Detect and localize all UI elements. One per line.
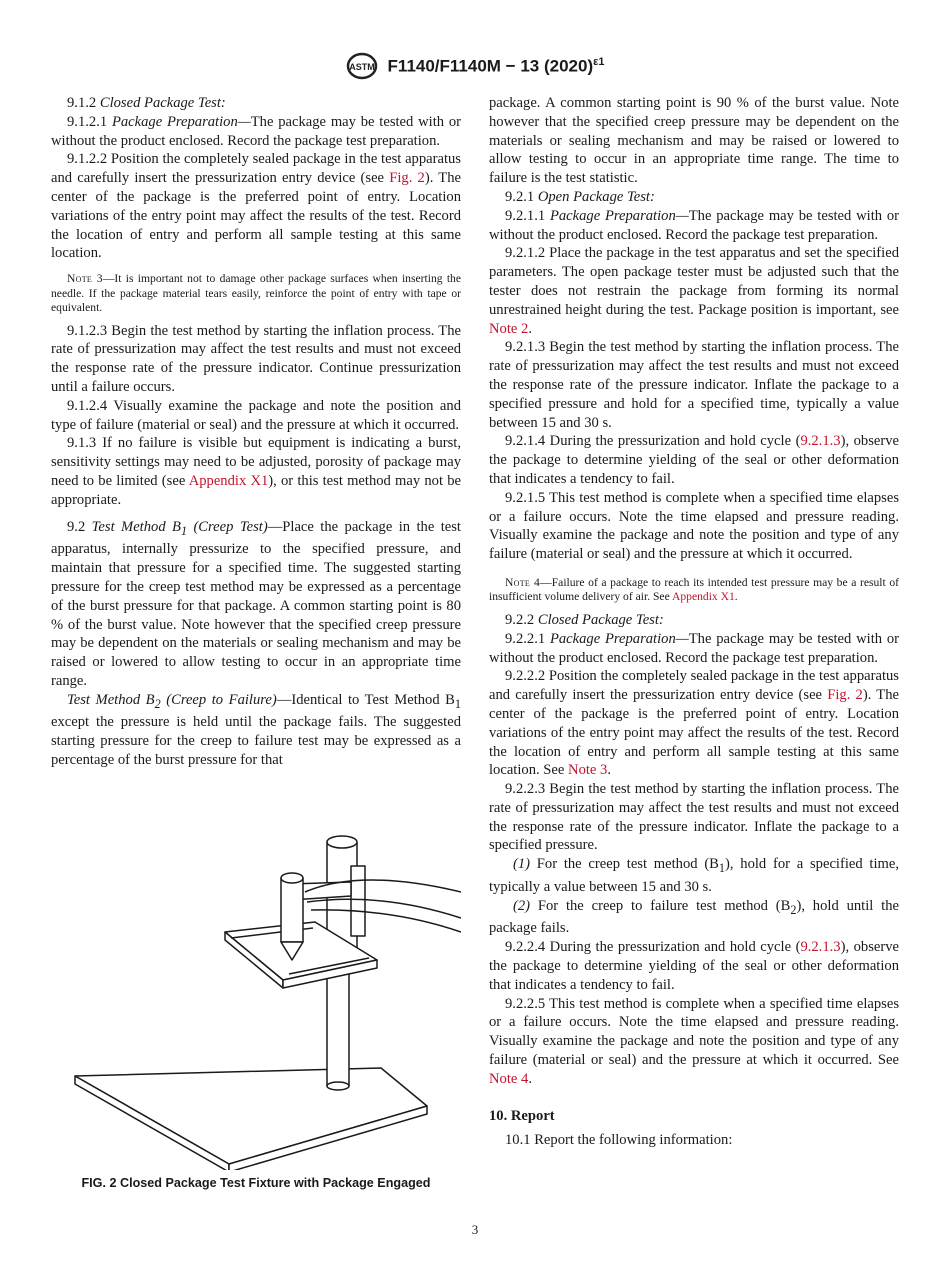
needle-holder	[281, 878, 303, 942]
para-9-2-1-1: 9.2.1.1 Package Preparation—The package may be tested with or without the product enclosed. Record the package test preparation.	[489, 207, 900, 243]
needle-holder-top	[281, 873, 303, 883]
para-9-2-1: 9.2.1 Open Package Test:	[505, 188, 655, 205]
appendix-x1-link-2[interactable]: Appendix X1	[672, 590, 735, 604]
para-9-2-1-3: 9.2.1.3 Begin the test method by starting the inflation process. The rate of pressurization may affect the test results and must not exceed the response rate of the pressure indicator. Inflate the package to a specified pressure and hold for a specified time, typically a value between 15 and 30 s.	[489, 339, 899, 431]
left-column	[51, 94, 461, 770]
para-creep-to-failure: Test Method $B_2$ (Creep to Failure)—Identical to Test Method $B_1$ except the pressure is held until the package fails. The suggested starting pressure for the creep to failure test may be expressed as a percentage of the burst pressure for that	[51, 691, 461, 769]
para-9-2-2-5: 9.2.2.5 This test method is complete when a specified time elapses or a failure occurs. Note the time elapsed and pressure reading. Visually examine the package and note the position and type of any failure (material or seal) and the pressure at which it occurred. See Note 4.	[489, 995, 899, 1087]
right-column	[489, 94, 899, 1150]
para-9-1-3: 9.1.3 If no failure is visible but equipment is indicating a burst, sensitivity settings may need to be adjusted, porosity of package may need to be limited (see Appendix X1), or this test method may not be appropriate.	[51, 435, 461, 508]
para-9-2-2-1: 9.2.2.1 Package Preparation—The package may be tested with or without the product enclosed. Record the package test preparation.	[489, 630, 900, 666]
page-number: 3	[471, 1222, 479, 1237]
ref-9-2-1-3-link[interactable]: 9.2.1.3	[800, 433, 841, 450]
fig2-link-2[interactable]: Fig. 2	[827, 687, 863, 704]
column-top	[327, 836, 357, 848]
para-9-1-2-1: 9.1.2.1 Package Preparation—The package may be tested with or without the product enclosed. Record the package test preparation.	[51, 113, 462, 149]
para-9-2: 9.2 Test Method $B_1$ (Creep Test)—Place the package in the test apparatus, internally pressurize to the specified pressure, and maintain that pressure for a specified time. The suggested starting pressure for the creep test method may be expressed as a percentage of the burst pressure for that package. A common starting point is 80 % of the burst value. Note however that the specified creep pressure may be dependent on the materials or sealing mechanism and may be raised or lowered to allow testing to occur in an appropriate time range.	[51, 518, 461, 689]
para-9-1-2: 9.1.2 Closed Package Test:	[67, 95, 226, 111]
section-heading-report: 10. Report	[489, 1107, 555, 1124]
ref-9-2-1-3-link-2[interactable]: 9.2.1.3	[800, 939, 841, 956]
para-9-2-2-4: 9.2.2.4 During the pressurization and hold cycle (9.2.1.3), observe the package to determine yielding of the seal or other deformation that indicates a tendency to fail.	[489, 939, 899, 993]
figure-caption: FIG. 2 Closed Package Test Fixture with Package Engaged	[81, 1176, 431, 1190]
note4-link[interactable]: Note 4	[489, 1070, 529, 1087]
page-header	[0, 52, 950, 80]
post-base	[327, 1082, 349, 1090]
para-9-1-2-2: 9.1.2.2 Position the completely sealed package in the test apparatus and carefully insert the pressurization entry device (see Fig. 2). The center of the package is the preferred point of entry. Location variations of the entry point may affect the results of the test. Record the location of entry and perform all sample testing at this same location.	[51, 151, 461, 262]
para-9-2-1-5: 9.2.1.5 This test method is complete when a specified time elapses or a failure occurs. Note the time elapsed and pressure reading. Visually examine the package and note the position and type of any failure (material or seal) and the pressure at which it occurred.	[489, 489, 899, 563]
column-clamp	[351, 866, 365, 936]
para-9-2-1-2: 9.2.1.2 Place the package in the test apparatus and set the specified parameters. The open package tester must be adjusted such that the tester does not restrain the package from forming its normal unrestrained height during the test. Package position is important, see Note 2.	[489, 245, 899, 337]
para-9-2-2-3: 9.2.2.3 Begin the test method by starting the inflation process. The rate of pressurization may affect the test results and must not exceed the response rate of the pressure indicator. Inflate the package to a specified pressure.	[489, 781, 899, 854]
para-9-1-2-4: 9.1.2.4 Visually examine the package and note the position and type of failure (material or seal) and the pressure at which it occurred.	[51, 397, 461, 433]
fig2-link[interactable]: Fig. 2	[389, 170, 425, 187]
fig2-illustration	[51, 822, 461, 1170]
para-continued: package. A common starting point is 90 % of the burst value. Note however that the specified creep pressure may be dependent on the materials or sealing mechanism and may be raised or lowered to allow testing to occur in an appropriate time range. The time to failure is the test statistic.	[489, 95, 899, 187]
note2-link[interactable]: Note 2	[489, 320, 529, 337]
para-9-2-2: 9.2.2 Closed Package Test:	[505, 611, 664, 628]
note-3: Note 3—It is important not to damage other package surfaces when inserting the needle. If the package material tears easily, reinforce the point of entry with tape or equivalent.	[51, 272, 461, 315]
para-10-1: 10.1 Report the following information:	[505, 1132, 733, 1149]
base-plate	[75, 1068, 427, 1164]
document-designation: F1140/F1140M − 13 $(2020)^{\varepsilon 1}$	[387, 55, 605, 76]
appendix-x1-link[interactable]: Appendix X1	[188, 473, 269, 490]
para-9-1-2-3: 9.1.2.3 Begin the test method by starting the inflation process. The rate of pressurization may affect the test results and must not exceed the response rate of the pressure indicator. Continue pressurization until a failure occurs.	[51, 322, 461, 396]
astm-logo-text: ASTM	[348, 62, 375, 72]
para-item-1: (1) For the creep test method $(B_1)$, hold for a specified time, typically a value between 15 and 30 s.	[489, 856, 900, 895]
para-item-2: (2) For the creep to failure test method $(B_2)$, hold until the package fails.	[489, 897, 899, 937]
para-9-2-2-2: 9.2.2.2 Position the completely sealed package in the test apparatus and carefully insert the pressurization entry device (see Fig. 2). The center of the package is the preferred point of entry. Location variations of the entry point may affect the results of the test. Record the location of entry and perform all sample testing at this same location. See Note 3.	[489, 668, 899, 779]
note3-link[interactable]: Note 3	[568, 762, 608, 779]
para-9-2-1-4: 9.2.1.4 During the pressurization and hold cycle (9.2.1.3), observe the package to determine yielding of the seal or other deformation that indicates a tendency to fail.	[489, 433, 899, 487]
note-4: Note 4—Failure of a package to reach its intended test pressure may be a result of insufficient volume delivery of air. See Appendix X1.	[489, 575, 899, 604]
astm-logo-icon	[346, 52, 378, 80]
